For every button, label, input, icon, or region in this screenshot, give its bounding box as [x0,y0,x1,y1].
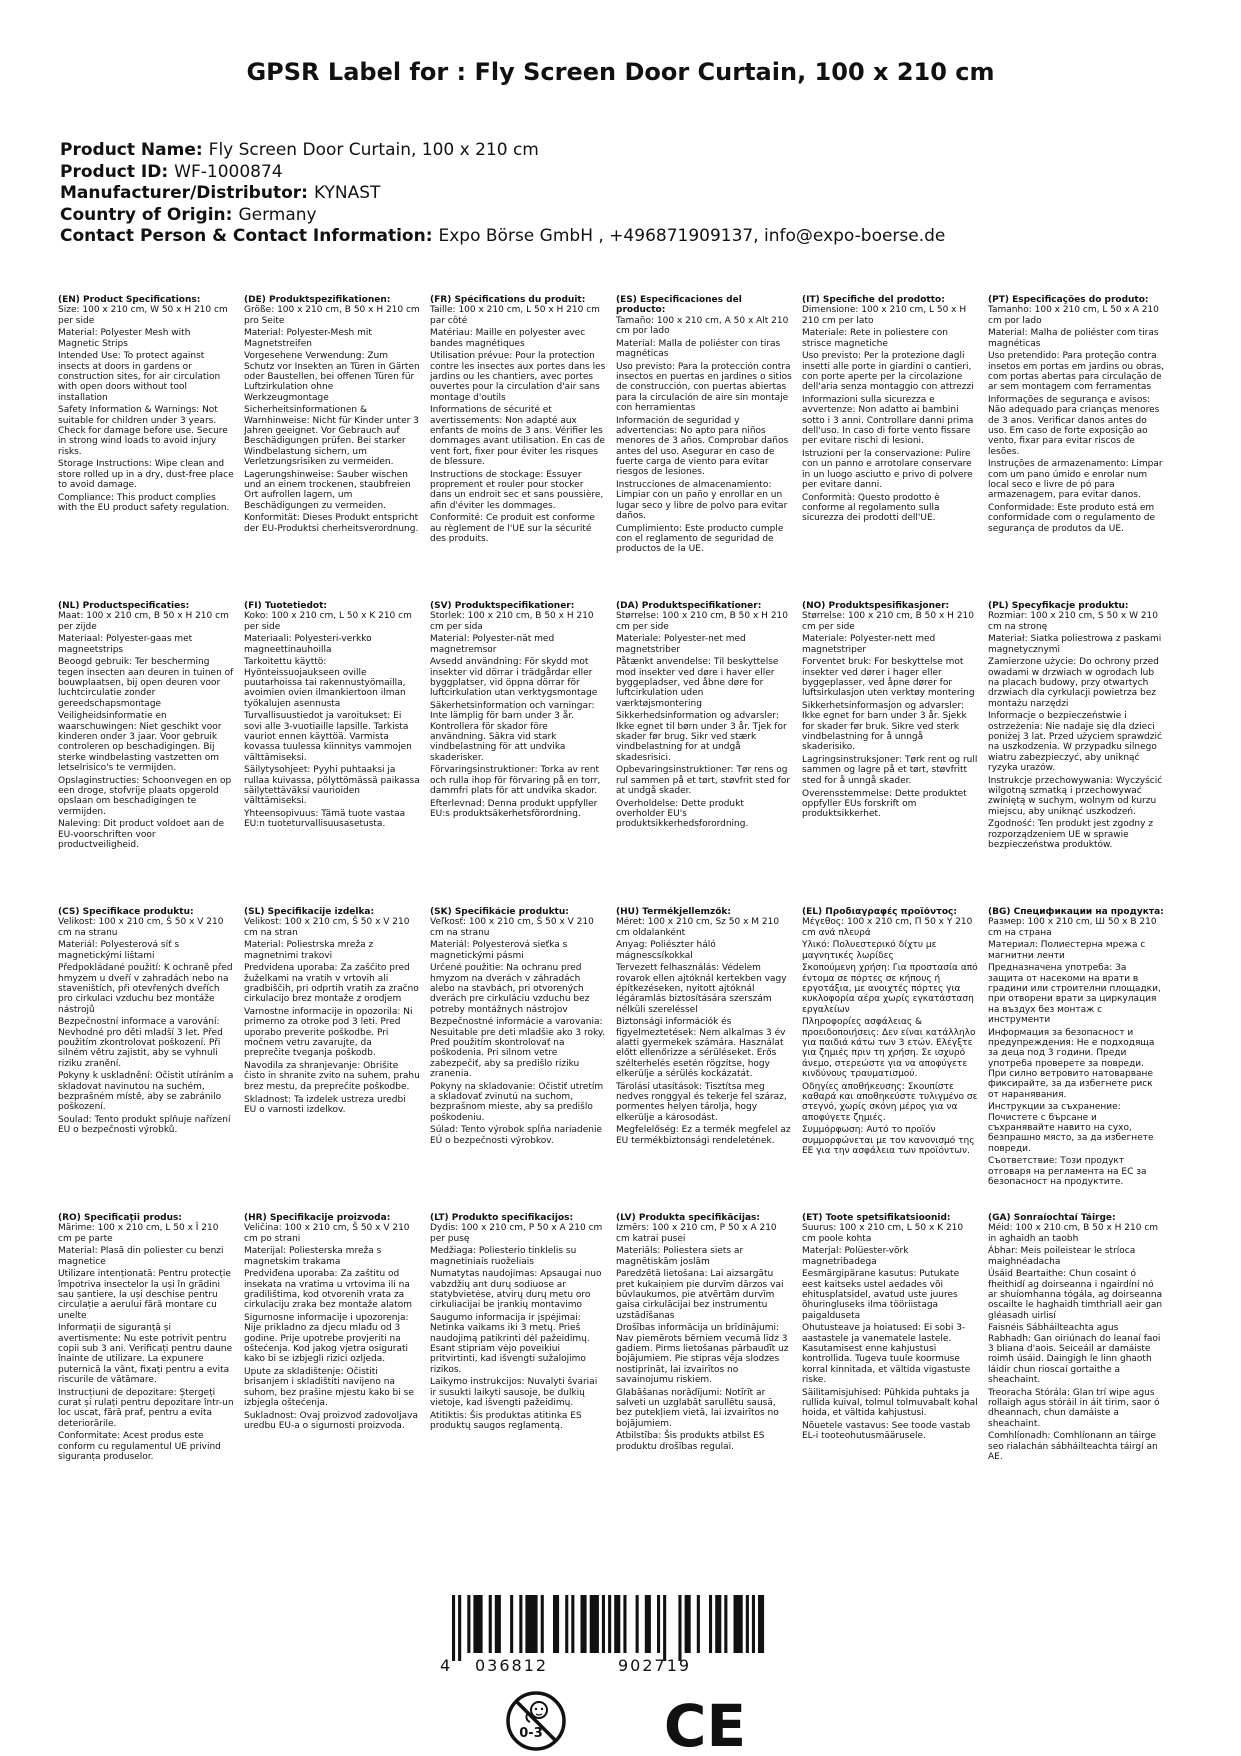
language-block-heading: (DA) Produktspecifikationer: [616,601,762,611]
language-block-paragraph: Skladnost: Ta izdelek ustreza uredbi EU o varnosti izdelkov. [244,1094,406,1115]
barcode-bar [614,1595,620,1653]
language-block-paragraph: Μέγεθος: 100 x 210 cm, Π 50 x Υ 210 cm ανά πλευρά [802,917,973,938]
language-block-paragraph: Efterlevnad: Denna produkt uppfyller EU:s produktsäkerhetsförordning. [430,798,598,820]
barcode-bar [724,1595,727,1653]
barcode-bar [495,1595,501,1653]
language-block-paragraph: Velikost: 100 x 210 cm, Š 50 x V 210 cm na stranu [58,917,224,938]
language-block-paragraph: Laikymo instrukcijos: Nuvalyti švariai ir susukti laikyti sausoje, be dulkių vietoje, kad išvengti pažeidimų. [430,1377,598,1409]
language-block [58,907,234,1212]
country-row [60,205,1200,227]
barcode-bar [458,1595,461,1661]
language-block-paragraph: Suurus: 100 x 210 cm, L 50 x K 210 cm poole kohta [802,1223,964,1244]
language-block-heading: (NL) Productspecificaties: [58,601,190,611]
language-block-heading: (ET) Toote spetsifikatsioonid: [802,1213,951,1223]
language-block-paragraph: Materjal: Polüester-võrk magnetribadega [802,1246,909,1267]
language-block-paragraph: Ábhar: Meis poileistear le stríoca maighnéadacha [988,1246,1136,1267]
language-block [430,601,606,906]
language-block-paragraph: Materiál: Polyesterová síť s magnetickými lištami [58,940,180,961]
language-block-paragraph: Material: Poliestrska mreža z magnetnimi trakovi [244,940,374,961]
language-block-paragraph: Úsáid Beartaithe: Chun cosaint ó fheithidí ag doirseanna i ngairdíní nó ar shuíomhanna tógála, ag doirseanna oscailte le haghaidh timthriall aeir gan gléasadh uirlisí [988,1269,1163,1321]
barcode-bar [715,1595,721,1653]
language-block-paragraph: Předpokládané použití: K ochraně před hmyzem u dveří v zahradách nebo na staveništích, při otevřených dveřích pro cirkulaci vzduchu bez montáže nástrojů [58,963,233,1015]
language-block-paragraph: Bezpečnostné informácie a varovania: Nesuitable pre deti mladšie ako 3 roky. Pred použitím skontrolovať na poškodenia. Pri silnom vetre zabezpečiť, aby sa predišlo riziku zranenia. [430,1017,605,1079]
language-block [616,907,792,1212]
language-block-paragraph: Conformitate: Acest produs este conform cu regulamentul UE privind siguranța produselor. [58,1431,221,1463]
language-block-paragraph: Istruzioni per la conservazione: Pulire con un panno e arrotolare conservare in un luogo asciutto e privo di polvere per evitare danni. [802,449,973,491]
language-block-paragraph: Predviđena uporaba: Za zaštitu od insekata na vratima u vrtovima ili na gradilištima, kod otvorenih vrata za cirkulaciju zraka bez montaže alatom [244,1269,412,1311]
language-block-paragraph: Súlad: Tento výrobok spĺňa nariadenie EÚ o bezpečnosti výrobkov. [430,1125,603,1146]
language-block-paragraph: Overensstemmelse: Dette produktet oppfyller EUs forskrift om produktsikkerhet. [802,788,967,820]
language-block-paragraph: Tarkoitettu käyttö: Hyönteissuojaukseen oville puutarhoissa tai rakennustyömailla, avoimien ovien ilmankiertoon ilman työkalujen asennusta [244,657,406,709]
language-block-paragraph: Storlek: 100 x 210 cm, B 50 x H 210 cm per sida [430,611,594,632]
barcode-bar [541,1595,544,1653]
language-block-paragraph: Utilisation prévue: Pour la protection contre les insectes aux portes dans les jardins ou les chantiers, avec portes ouvertes pour la circulation d'air sans montage d'outils [430,351,606,403]
language-block [244,601,420,906]
language-block-paragraph: Predvidena uporaba: Za zaščito pred žuželkami na vratih v vrtovih ali gradbiščih, pri odprtih vratih za zračno cirkulacijo brez montaže z orodjem [244,963,419,1005]
language-block [58,1213,234,1518]
language-block-paragraph: Conformità: Questo prodotto è conforme al regolamento sulla sicurezza dei prodotti dell'UE. [802,492,940,524]
language-block-heading: (PT) Especificações do produto: [988,295,1149,305]
barcode-bar [709,1595,712,1653]
language-block-heading: (HR) Specifikacije proizvoda: [244,1213,391,1223]
language-block-paragraph: Informații de siguranță și avertismente: Nu este potrivit pentru copii sub 3 ani. Verificați pentru daune înainte de utilizare. La expunere puternică la vânt, fixați pentru a evita riscurile de vătămare. [58,1323,233,1385]
language-block-paragraph: Dimensione: 100 x 210 cm, L 50 x H 210 cm per lato [802,305,967,326]
language-block-paragraph: Sukladnost: Ovaj proizvod zadovoljava uredbu EU-a o sigurnosti proizvoda. [244,1410,418,1432]
info-value: Fly Screen Door Curtain, 100 x 210 cm [208,140,539,160]
language-block-paragraph: Υλικό: Πολυεστερικό δίχτυ με μαγνητικές λωρίδες [802,940,937,961]
language-block-paragraph: Paredzētā lietošana: Lai aizsargātu pret kukaiņiem pie durvīm dārzos vai būvlaukumos, pie atvērtām durvīm gaisa cirkulācijai bez instrumentu uzstādīšanas [616,1269,784,1321]
language-block [430,295,606,600]
language-block-paragraph: Drošības informācija un brīdinājumi: Nav piemērots bērniem vecumā līdz 3 gadiem. Pirms lietošanas pārbaudīt uz bojājumiem. Pie stipras vēja slodzes nostiprināt, lai izvairītos no savainojumu riskiem. [616,1323,789,1385]
language-block [244,1213,420,1518]
language-block-paragraph: Información de seguridad y advertencias: No apto para niños menores de 3 años. Comprobar daños antes del uso. Asegurar en caso de fuerte carga de viento para evitar riesgos de lesiones. [616,415,789,478]
language-block-paragraph: Instructions de stockage: Essuyer proprement et rouler pour stocker dans un endroit sec et sans poussière, afin d'éviter les dommages. [430,469,604,511]
language-block-paragraph: Vorgesehene Verwendung: Zum Schutz vor Insekten an Türen in Gärten oder Baustellen, bei offenen Türen für Luftzirkulation ohne Werkzeugmontage [244,351,420,403]
language-block-heading: (RO) Specificații produs: [58,1213,182,1223]
info-value: Germany [238,204,317,225]
language-block [988,907,1164,1212]
language-block [58,295,234,600]
language-block-paragraph: Größe: 100 x 210 cm, B 50 x H 210 cm pro Seite [244,305,420,326]
language-block-paragraph: Dydis: 100 x 210 cm, P 50 x A 210 cm per pusę [430,1223,603,1244]
language-block-paragraph: Utilizare intenționată: Pentru protecție împotriva insectelor la uși în grădini sau șantiere, la uși deschise pentru circulație a aerului fără montare cu unelte [58,1269,231,1321]
language-block-paragraph: Mărime: 100 x 210 cm, L 50 x Î 210 cm pe parte [58,1223,219,1244]
language-block-paragraph: Atitiktis: Šis produktas atitinka ES produktų saugos reglamentą. [430,1410,582,1432]
page-title: GPSR Label for : Fly Screen Door Curtain, 100 x 210 cm [246,58,995,86]
language-block-heading: (FI) Tuotetiedot: [244,601,328,611]
barcode-bar [623,1595,626,1653]
language-block-paragraph: Материал: Полиестерна мрежа с магнитни ленти [988,940,1146,961]
language-block-paragraph: Soulad: Tento produkt splňuje nařízení EU o bezpečnosti výrobků. [58,1115,231,1136]
language-block-paragraph: Určené použitie: Na ochranu pred hmyzom na dverách v záhradách alebo na stavbách, pri otvorených dverách pre cirkuláciu vzduchu bez potreby montážnych nástrojov [430,963,590,1015]
language-block-heading: (IT) Specifiche del prodotto: [802,295,945,305]
language-block [802,1213,978,1518]
info-label: Product Name: [60,140,203,160]
language-block-paragraph: Informazioni sulla sicurezza e avvertenze: Non adatto ai bambini sotto i 3 anni. Controllare danni prima dell'uso. In caso di forte vento fissare per evitare rischi di lesioni. [802,395,974,447]
language-block-paragraph: Sikkerhetsinformasjon og advarsler: Ikke egnet for barn under 3 år. Sjekk for skader før bruk. Sikre ved sterk vindbelastning for å unngå skaderisiko. [802,701,967,753]
barcode-group-1: 036812 [475,1656,549,1675]
language-block-paragraph: Σκοπούμενη χρήση: Για προστασία από έντομα σε πόρτες σε κήπους ή εργοτάξια, με ανοιχτές πόρτες για κυκλοφορία αέρα χωρίς εγκατάσταση εργαλείων [802,963,978,1015]
language-block-paragraph: Méret: 100 x 210 cm, Sz 50 x M 210 cm oldalanként [616,917,780,938]
language-block [988,295,1164,600]
barcode-bar [697,1595,700,1653]
barcode-lead-digit: 4 [440,1656,451,1675]
language-block-paragraph: Veľkosť: 100 x 210 cm, Š 50 x V 210 cm na stranu [430,917,594,938]
language-block-paragraph: Πληροφορίες ασφάλειας & προειδοποιήσεις: Δεν είναι κατάλληλο για παιδιά κάτω των 3 ετών. Ελέγξτε για ζημιές πριν τη χρήση. Σε ισχυρό άνεμο, στερεώστε για να αποφύγετε κινδύνους τραυματισμού. [802,1017,976,1079]
language-block-paragraph: Uso pretendido: Para proteção contra insetos em portas em jardins ou obras, com portas abertas para circulação de ar sem montagem com ferramentas [988,351,1164,393]
language-block-paragraph: Instrukcje przechowywania: Wyczyścić wilgotną szmatką i przechowywać zwiniętą w suchym, wolnym od kurzu miejscu, aby uniknąć uszkodzeń. [988,775,1163,817]
age-range-label: 0-3 [519,1726,543,1741]
barcode-bar [510,1595,513,1653]
language-block-paragraph: Material: Polyester Mesh with Magnetic Strips [58,328,191,349]
language-block-paragraph: Compliance: This product complies with the EU product safety regulation. [58,492,230,514]
language-block-paragraph: Съответствие: Този продукт отговаря на регламента на ЕС за безопасност на продуктите. [988,1156,1147,1187]
info-value: Expo Börse GmbH , +496871909137, info@expo-boerse.de [438,226,946,246]
language-block-heading: (FR) Spécifications du produit: [430,295,586,305]
language-block-paragraph: Sicherheitsinformationen & Warnhinweise: Nicht für Kinder unter 3 Jahren geeignet. Vor Gebrauch auf Beschädigungen prüfen. Bei starker Windbelastung sichern, um Verletzungsrisiken zu vermeiden. [244,405,419,467]
barcode-bar [581,1595,587,1653]
no-child-0-3-icon [505,1690,567,1752]
language-block-paragraph: Comhlíonadh: Comhlíonann an táirge seo rialachán sábháilteachta táirgí an AE. [988,1431,1158,1463]
language-block-paragraph: Zgodność: Ten produkt jest zgodny z rozporządzeniem UE w sprawie bezpieczeństwa produktów. [988,819,1154,851]
language-block-paragraph: Bezpečnostní informace a varování: Nevhodné pro děti mladší 3 let. Před použitím zkontrolovat poškození. Při silném větru zajistit, aby se vyhnuli riziku zranění. [58,1017,223,1069]
language-block-paragraph: Cumplimiento: Este producto cumple con el reglamento de seguridad de productos de la UE. [616,523,784,555]
language-block-heading: (NO) Produktspesifikasjoner: [802,601,950,611]
language-block [988,601,1164,906]
language-block-paragraph: Συμμόρφωση: Αυτό το προϊόν συμμορφώνεται με τον κανονισμό της ΕΕ για την ασφάλεια των προϊόντων. [802,1125,975,1157]
barcode-group-2: 902719 [618,1656,692,1675]
barcode-bar [608,1595,611,1653]
barcode-bar [657,1595,660,1653]
language-block-paragraph: Koko: 100 x 210 cm, L 50 x K 210 cm per side [244,611,412,632]
language-block-paragraph: Størrelse: 100 x 210 cm, B 50 x H 210 cm per side [802,611,974,632]
language-block-paragraph: Medžiaga: Poliesterio tinklelis su magnetiniais ruoželiais [430,1246,577,1267]
language-block-paragraph: Размер: 100 x 210 cm, Ш 50 x В 210 cm на страна [988,917,1157,938]
language-block-paragraph: Upute za skladištenje: Očistiti brisanjem i skladištiti navijeno na suhom, bez prašine mjestu kako bi se izbjegla oštećenja. [244,1367,414,1409]
language-block-paragraph: Saugumo informacija ir įspėjimai: Netinka vaikams iki 3 metų. Prieš naudojimą patikrinti dėl pažeidimų. Esant stipriam vėjo poveikiui pritvirtinti, kad išvengti sužalojimo rizikos. [430,1313,590,1375]
language-row [58,601,1198,907]
barcode-bar [746,1595,749,1653]
language-block [430,907,606,1212]
language-block-paragraph: Material: Malha de poliéster com tiras magnéticas [988,328,1159,349]
language-block-paragraph: Οδηγίες αποθήκευσης: Σκουπίστε καθαρά και αποθηκεύστε τυλιγμένο σε στεγνό, χωρίς σκόνη μέρος για να αποφύγετε ζημιές. [802,1081,978,1123]
language-block-paragraph: Tárolási utasítások: Tisztítsa meg nedves ronggyal és tekerje fel száraz, pormentes helyen tárolja, hogy elkerülje a károsodást. [616,1081,787,1123]
language-block-paragraph: Turvallisuustiedot ja varoitukset: Ei sovi alle 3-vuotiaille lapsille. Tarkista vauriot ennen käyttöä. Varmista kovassa tuulessa kiinnitys vammojen välttämiseksi. [244,711,412,763]
barcode-bar [752,1595,755,1653]
language-block-paragraph: Naleving: Dit product voldoet aan de EU-voorschriften voor productveiligheid. [58,819,225,851]
barcode-bar [553,1595,559,1653]
language-block-paragraph: Konformität: Dieses Produkt entspricht der EU-Produktsi cherheitsverordnung. [244,513,419,534]
language-block-paragraph: Avsedd användning: För skydd mot insekter vid dörrar i trädgårdar eller byggplatser, vid öppna dörrar för luftcirkulation utan verktygsmontage [430,657,598,699]
language-block-paragraph: Overholdelse: Dette produkt overholder EU's produktsikkerhedsforordning. [616,798,749,830]
language-block-paragraph: Veiligheidsinformatie en waarschuwingen: Niet geschikt voor kinderen onder 3 jaar. Voor gebruik controleren op beschadigingen. Bij sterke windbelasting vastzetten om letselrisico's te vermijden. [58,711,222,773]
language-block-heading: (EN) Product Specifications: [58,295,201,305]
language-block-paragraph: Lagringsinstruksjoner: Tørk rent og rull sammen og lagre på et tørt, støvfritt sted for å unngå skader. [802,755,978,786]
language-block-paragraph: Veličina: 100 x 210 cm, Š 50 x V 210 cm po strani [244,1223,410,1244]
language-block-heading: (LT) Produkto specifikacijos: [430,1213,574,1223]
language-block-paragraph: Materiaal: Polyester-gaas met magneetstrips [58,634,193,655]
language-block-heading: (LV) Produkta specifikācijas: [616,1213,760,1223]
language-block-heading: (CS) Specifikace produktu: [58,907,194,917]
language-block-paragraph: Zamierzone użycie: Do ochrony przed owadami w drzwiach w ogrodach lub na placach budowy, przy otwartych drzwiach dla cyrkulacji powietrza bez montażu narzędzi [988,657,1159,709]
language-block-paragraph: Предназначена употреба: За защита от насекоми на врати в градини или строителни площадки, при отворени врати за циркулация на въздух без монтаж с инструменти [988,963,1161,1025]
language-block-paragraph: Yhteensopivuus: Tämä tuote vastaa EU:n tuoteturvallisuusasetusta. [244,809,406,830]
language-block-paragraph: Pokyny k uskladnění: Očistit utíráním a skladovat navinutou na suchém, bezprašném místě, aby se zabránilo poškození. [58,1071,234,1113]
language-block-paragraph: Opbevaringsinstruktioner: Tør rens og rul sammen på et tørt, støvfrit sted for at undgå skader. [616,765,791,797]
language-block-heading: (PL) Specyfikacje produktu: [988,601,1129,611]
language-block-paragraph: Opslaginstructies: Schoonvegen en op een droge, stofvrije plaats opgerold opslaan om beschadigingen te vermijden. [58,775,232,817]
language-block-paragraph: Safety Information & Warnings: Not suitable for children under 3 years. Check for damage before use. Secure in strong wind loads to avoid injury risks. [58,405,228,457]
language-block [616,601,792,906]
language-block-paragraph: Instrucciones de almacenamiento: Limpiar con un paño y enrollar en un lugar seco y libre de polvo para evitar daños. [616,480,788,521]
language-block-paragraph: Glabāšanas norādījumi: Notīrīt ar salveti un uzglabāt sarullētu sausā, bez putekļiem vietā, lai izvairītos no bojājumiem. [616,1387,779,1429]
manufacturer-row [60,183,1200,205]
language-block-paragraph: Material: Plasă din poliester cu benzi magnetice [58,1246,224,1267]
language-block-paragraph: Intended Use: To protect against insects at doors in gardens or construction sites, for air circulation with open doors without tool installation [58,351,221,403]
language-block [430,1213,606,1518]
language-block-heading: (SL) Specifikacije izdelka: [244,907,375,917]
language-block-paragraph: Eesmärgipärane kasutus: Putukate eest kaitseks ustel aedades või ehitusplatsidel, avatud uste juures õhuringluseks ilma tööriistaga paigalduseta [802,1269,960,1321]
language-block-paragraph: Størrelse: 100 x 210 cm, B 50 x H 210 cm per side [616,611,788,632]
info-label: Country of Origin: [60,204,233,225]
language-block-paragraph: Materiāls: Poliestera siets ar magnētiskām joslām [616,1246,744,1267]
language-block-paragraph: Numatytas naudojimas: Apsaugai nuo vabzdžių ant durų sodiuose ar statybvietėse, atvirų durų metu oro cirkuliacijai be įrankių montavimo [430,1269,602,1311]
language-block-paragraph: Uso previsto: Per la protezione dagli insetti alle porte in giardini o cantieri, con porte aperte per la circolazione dell'aria senza montaggio con attrezzi [802,351,974,393]
barcode-bar [452,1595,455,1661]
ce-mark-icon [665,1692,745,1752]
info-label: Manufacturer/Distributor: [60,183,308,203]
language-block-paragraph: Rozmiar: 100 x 210 cm, S 50 x W 210 cm na stronę [988,611,1159,632]
language-block-paragraph: Materiaali: Polyesteri-verkko magneettinauhoilla [244,634,372,655]
ce-mark-text: CE [665,1692,745,1752]
language-block-paragraph: Size: 100 x 210 cm, W 50 x H 210 cm per side [58,305,228,326]
language-block-paragraph: Информация за безопасност и предупреждения: Не е подходяща за деца под 3 години. Преди употреба проверете за повреди. При силно ветровито натоварване фиксирайте, за да избегнете риск от наранявания. [988,1027,1155,1100]
language-block [802,601,978,906]
barcode-bar [519,1595,522,1653]
contact-row [60,226,1200,248]
language-block-paragraph: Säkerhetsinformation och varningar: Inte lämplig för barn under 3 år. Kontrollera för skador före användning. Säkra vid stark vindbelastning för att undvika skaderisker. [430,701,595,763]
language-block-paragraph: Informacje o bezpieczeństwie i ostrzeżenia: Nie nadaje się dla dzieci poniżej 3 lat. Przed użyciem sprawdzić na uszkodzenia. W przypadku silnego wiatru zabezpieczyć, aby uniknąć ryzyka urazów. [988,711,1162,773]
product-id-row [60,162,1200,184]
info-value: WF-1000874 [174,161,283,182]
language-block-heading: (SV) Produktspecifikationer: [430,601,575,611]
language-block-paragraph: Tamaño: 100 x 210 cm, A 50 x Alt 210 cm por lado [616,315,789,336]
language-block-paragraph: Treoracha Stórála: Glan trí wipe agus rollaigh agus stóráil in áit tirim, saor ó dheannach, chun damáiste a sheachaint. [988,1387,1160,1429]
language-block-paragraph: Material: Polyester-nät med magnetremsor [430,634,555,655]
language-block-paragraph: Faisnéis Sábháilteachta agus Rabhadh: Gan oiriúnach do leanaí faoi 3 bliana d'aois. Seiceáil ar damáiste roimh úsáid. Daingigh le linn ghaoth láidir chun rioscaí gortaithe a sheachaint. [988,1323,1161,1385]
language-block-heading: (DE) Produktspezifikationen: [244,295,391,305]
language-block-paragraph: Maat: 100 x 210 cm, B 50 x H 210 cm per zijde [58,611,229,632]
language-block-paragraph: Materiale: Rete in poliestere con strisce magnetiche [802,328,948,349]
language-block-paragraph: Säilitamisjuhised: Pühkida puhtaks ja rullida kuival, tolmul tolmuvabalt kohal hoida, et vältida kahjustusi. [802,1387,978,1419]
product-info [60,140,1200,248]
language-block-paragraph: Conformité: Ce produit est conforme au règlement de l'UE sur la sécurité des produits. [430,513,595,545]
language-block [616,295,792,600]
language-block-paragraph: Taille: 100 x 210 cm, L 50 x H 210 cm par côté [430,305,600,326]
language-block-paragraph: Materiale: Polyester-nett med magnetstriper [802,634,936,655]
language-block [616,1213,792,1518]
language-block-paragraph: Sikkerhedsinformation og advarsler: Ikke egnet til børn under 3 år. Tjek for skader før brug. Sikr ved stærk vindbelastning for at undgå skadesrisici. [616,711,787,763]
info-label: Product ID: [60,161,169,182]
language-block-heading: (GA) Sonraíochtaí Táirge: [988,1213,1116,1223]
language-row [58,1213,1198,1519]
language-block-heading: (BG) Спецификации на продукта: [988,907,1164,917]
barcode-bar [525,1595,537,1653]
language-block-paragraph: Instruções de armazenamento: Limpar com um pano úmido e enrolar num local seco e livre de pó para armazenagem, para evitar danos. [988,459,1163,501]
barcode-bar [758,1595,764,1653]
language-row [58,295,1198,601]
info-value: KYNAST [313,183,381,203]
language-block [244,907,420,1212]
language-block-paragraph: Materiał: Siatka poliestrowa z paskami magnetycznymi [988,634,1162,655]
language-block-paragraph: Sigurnosne informacije i upozorenja: Nije prikladno za djecu mlađu od 3 godine. Prije upotrebe provjeriti na oštećenja. Kod jakog vjetra osigurati kako bi se izbjegli rizici ozljeda. [244,1313,409,1365]
language-block-paragraph: Biztonsági információk és figyelmeztetések: Nem alkalmas 3 év alatti gyermekek számára. Használat előtt ellenőrizze a sérüléseket. Erős szélterhelés esetén rögzítse, hogy elkerülje a sérülés kockázatát. [616,1017,786,1079]
language-block-paragraph: Matériau: Maille en polyester avec bandes magnétiques [430,328,586,349]
barcode-bar [678,1595,681,1661]
language-block-paragraph: Ohutusteave ja hoiatused: Ei sobi 3-aastastele ja vanematele lastele. Kasutamisest enne kahjustusi kontrollida. Tugeva tuule koormuse korral kinnitada, et vältida vigastuste riske. [802,1323,971,1385]
language-block-heading: (SK) Špecifikácie produktu: [430,907,569,917]
language-block [988,1213,1164,1518]
barcode-bar [685,1595,691,1653]
language-block-paragraph: Informations de sécurité et avertissements: Non adapté aux enfants de moins de 3 ans. Vérifier les dommages avant utilisation. En cas de vent fort, fixer pour éviter les risques de blessure. [430,405,605,467]
language-block-heading: (EL) Προδιαγραφές προϊόντος: [802,907,957,917]
language-block-paragraph: Material: Malla de poliéster con tiras magnéticas [616,338,781,359]
language-block [802,295,978,600]
language-block-paragraph: Lagerungshinweise: Sauber wischen und an einem trockenen, staubfreien Ort aufrollen lagern, um Beschädigungen zu vermeiden. [244,469,411,511]
product-name-row [60,140,1200,162]
language-block-paragraph: Anyag: Poliészter háló mágnescsíkokkal [616,940,716,961]
language-block-paragraph: Material: Polyester-Mesh mit Magnetstreifen [244,328,372,349]
language-block-paragraph: Conformidade: Este produto está em conformidade com o regulamento de segurança de produtos da UE. [988,503,1156,534]
language-block [244,295,420,600]
language-block-paragraph: Påtænkt anvendelse: Til beskyttelse mod insekter ved døre i haver eller byggepladser, ved åbne døre for luftcirkulation uden værktøjsmontering [616,657,779,709]
language-block-heading: (HU) Termékjellemzők: [616,907,732,917]
barcode-bar [636,1595,639,1653]
language-block-paragraph: Pokyny na skladovanie: Očistiť utretím a skladovať zvinutú na suchom, bezprašnom mieste, aby sa predišlo poškodeniu. [430,1081,604,1123]
language-block-paragraph: Storage Instructions: Wipe clean and store rolled up in a dry, dust-free place to avoid damage. [58,459,234,491]
language-block-heading: (ES) Especificaciones del producto: [616,295,742,316]
language-block-paragraph: Varnostne informacije in opozorila: Ni primerno za otroke pod 3 leti. Pred uporabo preverite poškodbe. Pri močnem vetru zavarujte, da preprečite tveganja poškodb. [244,1007,413,1059]
language-block-paragraph: Materiál: Polyesterová sieťka s magnetickými pásmi [430,940,568,961]
barcode-bar [473,1595,482,1653]
language-block [802,907,978,1212]
language-block-paragraph: Säilytysohjeet: Pyyhi puhtaaksi ja rullaa kuivassa, pölyttömässä paikassa säilytettäväksi vaurioiden välttämiseksi. [244,765,420,807]
language-row [58,907,1198,1213]
language-block [58,601,234,906]
barcode-bar [489,1595,492,1653]
language-block-paragraph: Инструкции за съхранение: Почистете с бърсане и съхранявайте навито на сухо, безпрашно място, за да избегнете повреди. [988,1102,1154,1154]
barcode-bar [590,1595,599,1653]
language-block-paragraph: Förvaringsinstruktioner: Torka av rent och rulla ihop för förvaring på en torr, dammfri plats för att undvika skador. [430,765,601,797]
language-block-paragraph: Instrucțiuni de depozitare: Ștergeți curat și rulați pentru depozitare într-un loc uscat, fără praf, pentru a evita deteriorările. [58,1387,234,1429]
language-block-paragraph: Atbilstība: Šis produkts atbilst ES produktu drošības regulai. [616,1431,765,1452]
language-block-paragraph: Uso previsto: Para la protección contra insectos en puertas en jardines o sitios de construcción, con puertas abiertas para la circulación de aire sin montaje con herramientas [616,361,792,413]
barcode-bar [734,1595,743,1653]
barcode-bar [645,1595,651,1653]
barcode-bar [467,1595,470,1653]
language-block-paragraph: Informações de segurança e avisos: Não adequado para crianças menores de 3 anos. Verificar danos antes do uso. Em caso de forte exposição ao vento, fixar para evitar riscos de lesões. [988,395,1160,457]
language-block-paragraph: Navodila za shranjevanje: Obrišite čisto in shranite zvito na suhem, prahu brez mestu, da preprečite poškodbe. [244,1061,420,1092]
language-block-paragraph: Materiale: Polyester-net med magnetstriber [616,634,746,655]
language-block-paragraph: Méid: 100 x 210 cm, B 50 x H 210 cm in aghaidh an taobh [988,1223,1159,1244]
language-block-paragraph: Tamanho: 100 x 210 cm, L 50 x A 210 cm por lado [988,305,1159,326]
language-block-paragraph: Materijal: Poliesterska mreža s magnetskim trakama [244,1246,382,1267]
language-block-paragraph: Forventet bruk: For beskyttelse mot insekter ved dører i hager eller byggeplasser, ved åpne dører for luftsirkulasjon uten verktøy montering [802,657,975,699]
language-block-paragraph: Megfelelőség: Ez a termék megfelel az EU termékbiztonsági rendeletének. [616,1125,791,1146]
barcode-bar [663,1595,666,1661]
barcode-bar [602,1595,605,1653]
info-label: Contact Person & Contact Information: [60,226,433,246]
language-block-paragraph: Beoogd gebruik: Ter bescherming tegen insecten aan deuren in tuinen of bouwplaatsen, bij open deuren voor luchtcirculatie zonder gereedschapsmontage [58,657,234,709]
language-block-paragraph: Velikost: 100 x 210 cm, Š 50 x V 210 cm na stran [244,917,410,938]
language-block-paragraph: Izmērs: 100 x 210 cm, P 50 x A 210 cm katrai pusei [616,1223,777,1244]
barcode-bar [571,1595,574,1653]
language-block-paragraph: Tervezett felhasználás: Védelem rovarok ellen ajtóknál kertekben vagy építkezéseken, nyitott ajtóknál légáramlás biztosítására szerszám nélküli szereléssel [616,963,787,1015]
barcode-bar [565,1595,568,1653]
language-block-paragraph: Nõuetele vastavus: See toode vastab EL-i tooteohutusmäärusele. [802,1421,971,1442]
